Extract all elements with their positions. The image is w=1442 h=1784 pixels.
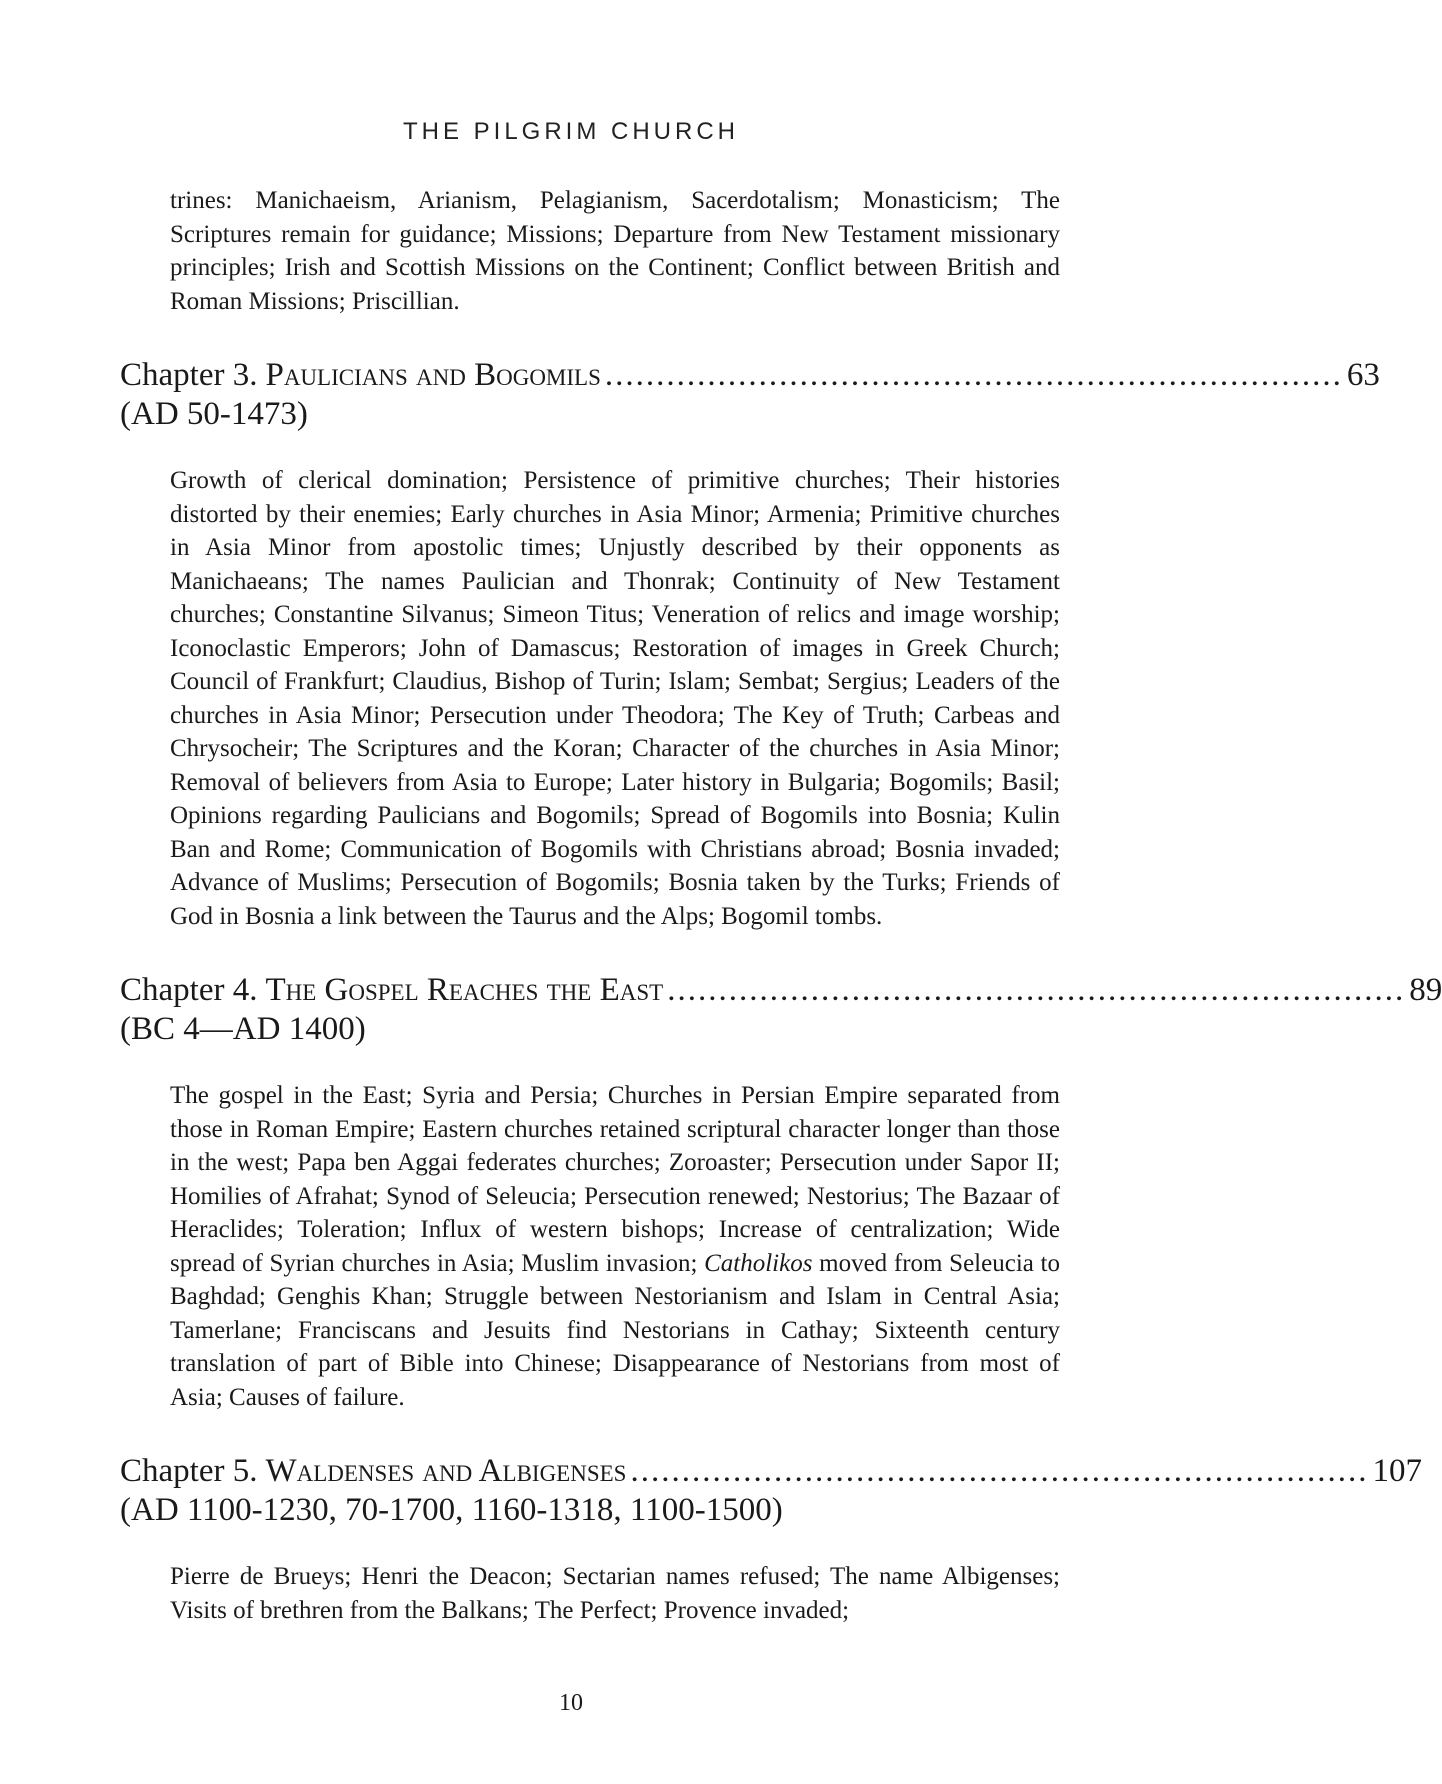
summary-italic-term: Catholikos	[704, 1249, 813, 1277]
summary-text: moved from Seleucia to Baghdad; Genghis Khan; Struggle between Nestorianism and Islam in Central Asia; Tamerlane; Franciscans and Jesuits find Nestorians in Cathay; Sixteenth century translation of part of Bible into Chinese; Disappearance of Nestorians from most of Asia; Causes of failure.	[170, 1249, 1061, 1411]
chapter-heading	[120, 1452, 1422, 1490]
chapter-4-entry	[120, 971, 1442, 1414]
chapter-summary: Pierre de Brueys; Henri the Deacon; Sectarian names refused; The name Albigenses; Visits of brethren from the Balkans; The Perfect; Provence invaded;	[170, 1563, 1060, 1624]
dot-leader: ........................................................................	[667, 972, 1406, 1008]
intro-paragraph: trines: Manichaeism, Arianism, Pelagianism, Sacerdotalism; Monasticism; The Scriptures remain for guidance; Missions; Departure from New Testament missionary principles; Irish and Scottish Missions on the Continent; Conflict between British and Roman Missions; Priscillian.	[170, 187, 1060, 315]
chapter-label: Chapter 3.	[120, 357, 258, 393]
dates-range: 1400)	[280, 1011, 366, 1047]
chapter-dates	[120, 1490, 1060, 1530]
chapter-page-number: 63	[1346, 357, 1380, 393]
chapter-heading	[120, 971, 1442, 1009]
dates-range: 1100-1230, 70-1700, 1160-1318, 1100-1500)	[178, 1492, 783, 1528]
chapter-title: The Gospel Reaches the East	[265, 972, 664, 1008]
dates-prefix: (AD	[120, 1492, 179, 1528]
contents-body	[120, 184, 1442, 1627]
chapter-dates	[120, 394, 1060, 434]
chapter-page-number: 89	[1409, 972, 1442, 1008]
dates-prefix: (BC 4—AD	[120, 1011, 281, 1047]
chapter-page-number: 107	[1372, 1453, 1422, 1489]
chapter-summary	[170, 1079, 1060, 1414]
running-head: THE PILGRIM CHURCH	[402, 118, 739, 145]
chapter-3-entry	[120, 356, 1380, 933]
dates-range: 50-1473)	[178, 396, 308, 432]
chapter-summary: Growth of clerical domination; Persistence of primitive churches; Their histories distorted by their enemies; Early churches in Asia Minor; Armenia; Primitive churches in Asia Minor from apostolic times; Unjustly described by their opponents as Manichaeans; The names Paulician and Thonrak; Continuity of New Testament churches; Constantine Silvanus; Simeon Titus; Veneration of relics and image worship; Iconoclastic Emperors; John of Damascus; Restoration of images in Greek Church; Council of Frankfurt; Claudius, Bishop of Turin; Islam; Sembat; Sergius; Leaders of the churches in Asia Minor; Persecution under Theodora; The Key of Truth; Carbeas and Chrysocheir; The Scriptures and the Koran; Character of the churches in Asia Minor; Removal of believers from Asia to Europe; Later history in Bulgaria; Bogomils; Basil; Opinions regarding Paulicians and Bogomils; Spread of Bogomils into Bosnia; Kulin Ban and Rome; Communication of Bogomils with Christians abroad; Bosnia invaded; Advance of Muslims; Persecution of Bogomils; Bosnia taken by the Turks; Friends of God in Bosnia a link between the Taurus and the Alps; Bogomil tombs.	[170, 467, 1060, 930]
dot-leader: ........................................................................	[630, 1453, 1369, 1489]
page-number: 10	[559, 1690, 583, 1716]
chapter-5-entry	[120, 1452, 1422, 1627]
chapter-dates	[120, 1009, 1060, 1049]
chapter-label: Chapter 5.	[120, 1453, 258, 1489]
dot-leader: ........................................................................	[604, 357, 1343, 393]
summary-text: The gospel in the East; Syria and Persia; Churches in Persian Empire separated from those in Roman Empire; Eastern churches retained scriptural character longer than those in the west; Papa ben Aggai federates churches; Zoroaster; Persecution under Sapor II; Homilies of Afrahat; Synod of Seleucia; Persecution renewed; Nestorius; The Bazaar of Heraclides; Toleration; Influx of western bishops; Increase of centralization; Wide spread of Syrian churches in Asia; Muslim invasion;	[170, 1082, 1060, 1277]
chapter-heading	[120, 356, 1380, 394]
dates-prefix: (AD	[120, 396, 179, 432]
chapter-title: Paulicians and Bogomils	[265, 357, 601, 393]
chapter-label: Chapter 4.	[120, 972, 258, 1008]
chapter-title: Waldenses and Albigenses	[265, 1453, 627, 1489]
